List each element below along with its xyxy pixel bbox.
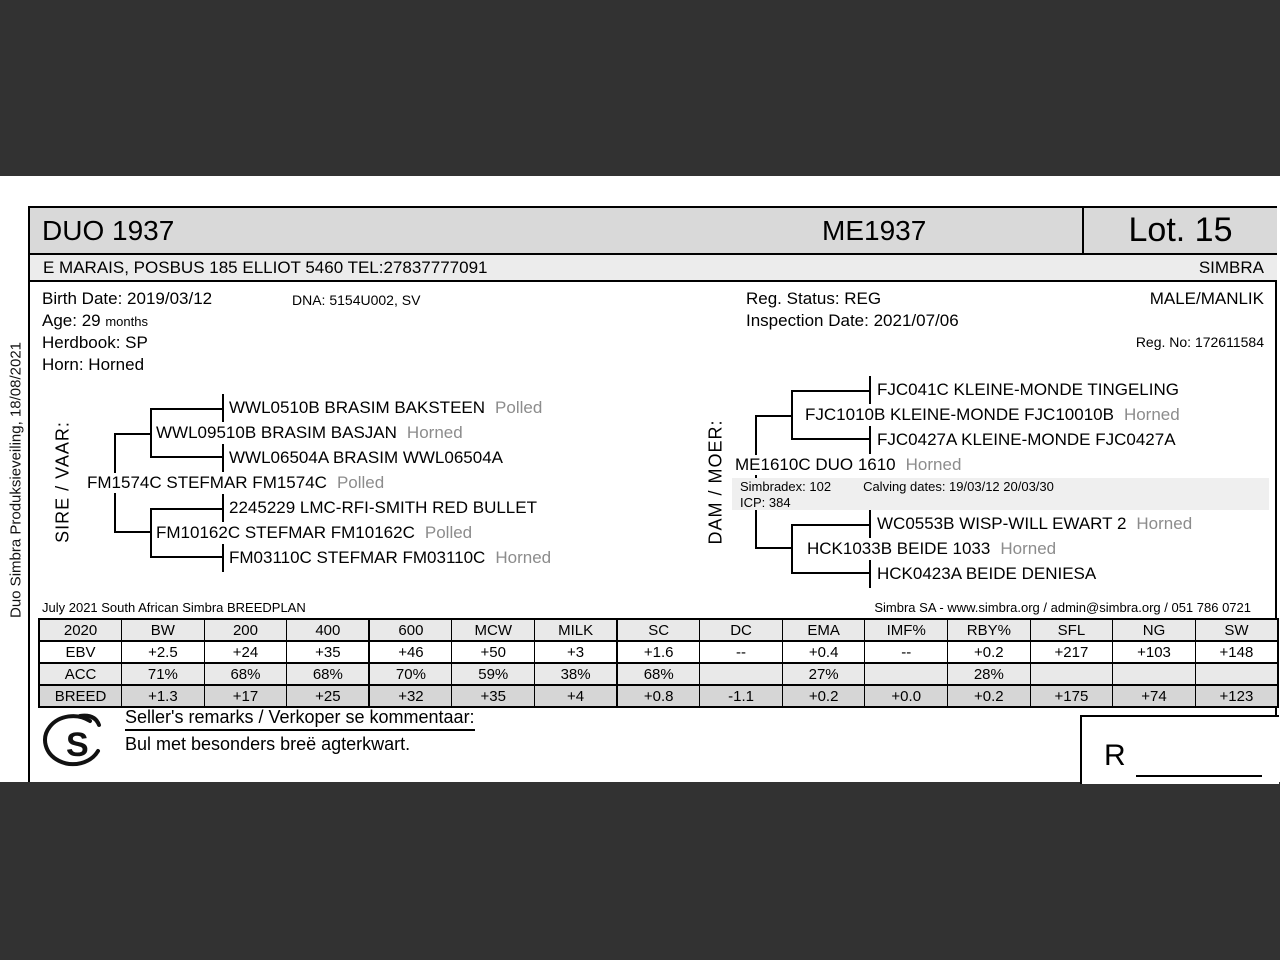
dam-stats-box xyxy=(732,478,1269,510)
table-row xyxy=(39,663,1278,685)
pedigree-tick xyxy=(222,494,224,522)
pedigree-tick xyxy=(222,444,224,472)
horn-status: Horn: Horned xyxy=(42,355,145,374)
dam-icp: ICP: 384 xyxy=(740,495,791,510)
table-cell: +0.2 xyxy=(782,685,865,707)
pedigree-tick xyxy=(869,560,871,588)
price-blank-line xyxy=(1136,775,1262,777)
table-cell: SC xyxy=(617,619,700,641)
table-cell: -- xyxy=(865,641,948,663)
table-cell: MCW xyxy=(452,619,535,641)
table-cell: +1.6 xyxy=(617,641,700,663)
table-cell xyxy=(1195,663,1278,685)
table-cell: 70% xyxy=(369,663,452,685)
sire-grandsire-dam: WWL06504A BRASIM WWL06504A xyxy=(229,448,504,467)
table-cell: +103 xyxy=(1113,641,1196,663)
table-cell: BREED xyxy=(39,685,122,707)
table-cell: SW xyxy=(1195,619,1278,641)
age-unit: months xyxy=(105,314,148,329)
table-cell: +74 xyxy=(1113,685,1196,707)
dam-name: ME1610C DUO 1610 Horned xyxy=(735,455,965,475)
table-cell: MILK xyxy=(535,619,618,641)
table-cell: +25 xyxy=(287,685,370,707)
table-header-row xyxy=(39,619,1278,641)
table-cell: +0.0 xyxy=(865,685,948,707)
pedigree-tick xyxy=(869,376,871,404)
table-cell: +35 xyxy=(287,641,370,663)
pedigree-tick xyxy=(222,544,224,572)
sire-name: FM1574C STEFMAR FM1574C Polled xyxy=(87,473,388,493)
reg-status: Reg. Status: REG xyxy=(746,289,882,308)
table-cell: ACC xyxy=(39,663,122,685)
seller-contact: E MARAIS, POSBUS 185 ELLIOT 5460 TEL:27837777091 xyxy=(43,257,488,277)
table-cell xyxy=(1030,663,1113,685)
table-cell: +2.5 xyxy=(122,641,205,663)
sire-grandsire-sire: WWL0510B BRASIM BAKSTEEN Polled xyxy=(229,398,543,417)
breedplan-title: July 2021 South African Simbra BREEDPLAN xyxy=(42,600,306,615)
table-cell: +123 xyxy=(1195,685,1278,707)
dam-grandsire-dam: FJC0427A KLEINE-MONDE FJC0427A xyxy=(877,430,1176,449)
table-cell: +3 xyxy=(535,641,618,663)
table-cell: EMA xyxy=(782,619,865,641)
auction-side-caption: Duo Simbra Produksieveiling, 18/08/2021 xyxy=(7,342,25,618)
table-cell: +148 xyxy=(1195,641,1278,663)
seller-bar xyxy=(30,255,1277,282)
dam-granddam-dam: HCK0423A BEIDE DENIESA xyxy=(877,564,1097,583)
svg-text:S: S xyxy=(66,726,89,764)
sex: MALE/MANLIK xyxy=(1149,289,1264,308)
sire-label: SIRE / VAAR: xyxy=(52,421,73,543)
table-cell: -1.1 xyxy=(700,685,783,707)
table-cell: NG xyxy=(1113,619,1196,641)
table-cell: 68% xyxy=(287,663,370,685)
table-cell: +0.8 xyxy=(617,685,700,707)
table-row xyxy=(39,685,1278,707)
birth-date: Birth Date: 2019/03/12 xyxy=(42,289,213,308)
pedigree-tick xyxy=(222,394,224,422)
dam-simbradex: Simbradex: 102 xyxy=(740,479,832,494)
sire-sire: WWL09510B BRASIM BASJAN Horned xyxy=(156,423,463,442)
viewer-bottom-bar xyxy=(0,782,1280,960)
lot-number-box xyxy=(1082,208,1277,253)
table-cell xyxy=(700,663,783,685)
table-cell: +0.2 xyxy=(948,641,1031,663)
table-cell: +32 xyxy=(369,685,452,707)
age-value: Age: 29 xyxy=(42,311,101,330)
dam-sire: FJC1010B KLEINE-MONDE FJC10010B Horned xyxy=(805,405,1180,424)
table-cell: 68% xyxy=(204,663,287,685)
table-cell: DC xyxy=(700,619,783,641)
animal-id: ME1937 xyxy=(822,215,927,246)
lot-number: Lot. 15 xyxy=(1128,211,1233,249)
pedigree-tick xyxy=(869,510,871,538)
pedigree-tick xyxy=(869,426,871,454)
simbra-logo-icon xyxy=(40,713,112,775)
remarks-title: Seller's remarks / Verkoper se kommentaar: xyxy=(125,707,475,731)
sire-dam: FM10162C STEFMAR FM10162C Polled xyxy=(156,523,473,542)
table-cell: 27% xyxy=(782,663,865,685)
table-cell: 200 xyxy=(204,619,287,641)
dna-info: DNA: 5154U002, SV xyxy=(292,292,421,308)
table-cell: 400 xyxy=(287,619,370,641)
table-cell: 38% xyxy=(535,663,618,685)
reg-no: Reg. No: 172611584 xyxy=(1135,334,1264,350)
table-cell: +0.2 xyxy=(948,685,1031,707)
catalog-page xyxy=(28,206,1277,782)
table-cell: +17 xyxy=(204,685,287,707)
price-box xyxy=(1080,715,1279,784)
table-cell: +4 xyxy=(535,685,618,707)
table-cell xyxy=(1113,663,1196,685)
table-cell: IMF% xyxy=(865,619,948,641)
table-cell: EBV xyxy=(39,641,122,663)
table-cell: +46 xyxy=(369,641,452,663)
table-row xyxy=(39,641,1278,663)
sire-granddam-sire: 2245229 LMC-RFI-SMITH RED BULLET xyxy=(229,498,537,517)
table-cell: -- xyxy=(700,641,783,663)
table-cell: +24 xyxy=(204,641,287,663)
dam-dam: HCK1033B BEIDE 1033 Horned xyxy=(807,539,1057,558)
breedplan-table xyxy=(38,618,1279,708)
table-cell: 2020 xyxy=(39,619,122,641)
table-cell: SFL xyxy=(1030,619,1113,641)
table-cell: +217 xyxy=(1030,641,1113,663)
table-cell: 71% xyxy=(122,663,205,685)
table-cell: 28% xyxy=(948,663,1031,685)
table-cell: +50 xyxy=(452,641,535,663)
table-cell: +1.3 xyxy=(122,685,205,707)
breedplan-contact: Simbra SA - www.simbra.org / admin@simbra.org / 051 786 0721 xyxy=(874,600,1251,615)
table-cell: 600 xyxy=(369,619,452,641)
table-cell: +0.4 xyxy=(782,641,865,663)
dam-granddam-sire: WC0553B WISP-WILL EWART 2 Horned xyxy=(877,514,1193,533)
currency-symbol: R xyxy=(1104,739,1126,772)
table-cell: +35 xyxy=(452,685,535,707)
viewer-top-bar xyxy=(0,0,1280,176)
dam-label: DAM / MOER: xyxy=(705,419,726,545)
inspection-date: Inspection Date: 2021/07/06 xyxy=(746,311,959,330)
table-cell: RBY% xyxy=(948,619,1031,641)
sire-granddam-dam: FM03110C STEFMAR FM03110C Horned xyxy=(229,548,552,567)
dam-grandsire-sire: FJC041C KLEINE-MONDE TINGELING xyxy=(877,380,1179,399)
breed-name: SIMBRA xyxy=(1198,257,1264,277)
table-cell: 68% xyxy=(617,663,700,685)
table-cell xyxy=(865,663,948,685)
herdbook: Herdbook: SP xyxy=(42,333,148,352)
animal-name: DUO 1937 xyxy=(42,215,175,246)
dam-calving-dates: Calving dates: 19/03/12 20/03/30 xyxy=(863,479,1054,494)
table-cell: +175 xyxy=(1030,685,1113,707)
table-cell: 59% xyxy=(452,663,535,685)
remarks-text: Bul met besonders breë agterkwart. xyxy=(125,734,411,754)
age xyxy=(42,311,148,331)
table-cell: BW xyxy=(122,619,205,641)
